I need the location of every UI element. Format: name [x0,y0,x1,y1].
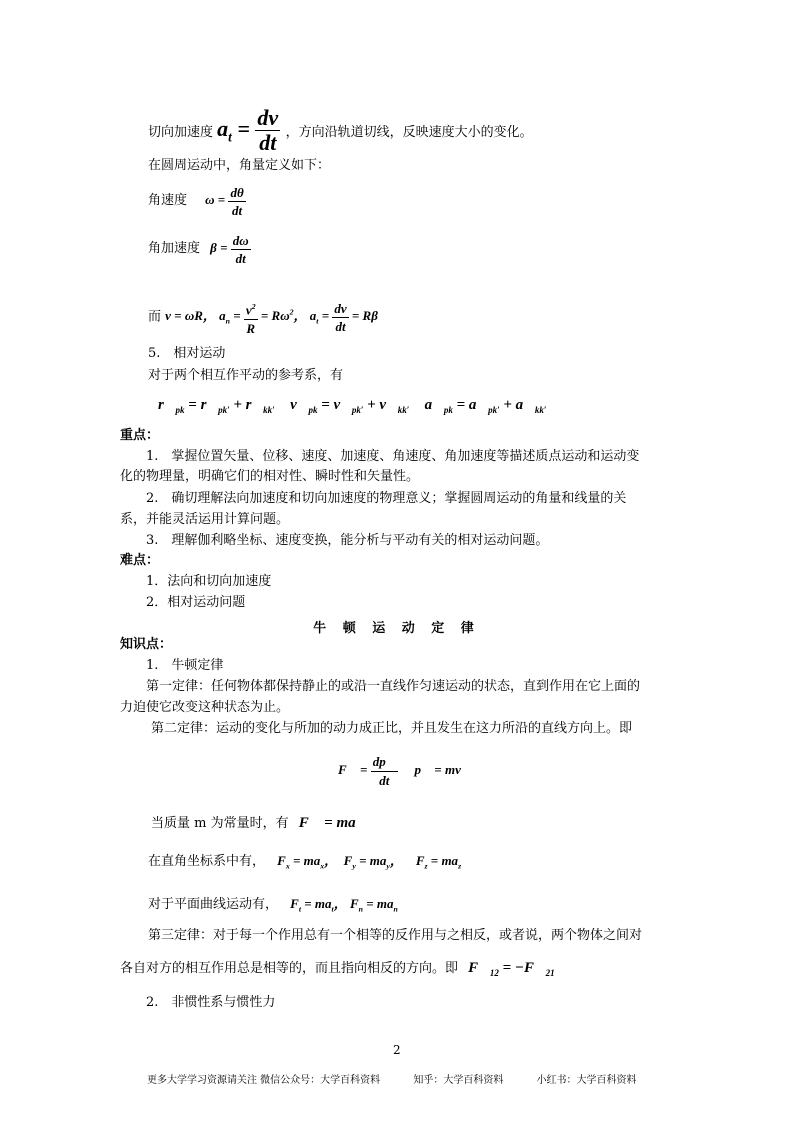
and-prefix: 而 [148,309,162,325]
angular-velocity-line [148,180,246,220]
law1-line2: 力迫使它改变这种状态为止。 [120,700,290,715]
difficulty-2: 2．相对运动问题 [146,595,246,610]
mass-const-line [151,814,367,833]
angular-velocity-label: 角速度 [148,193,188,208]
sec5-heading: 5. 相对运动 [148,346,226,361]
circular-intro: 在圆周运动中，角量定义如下： [148,158,331,173]
relative-motion-formula: $r⃗_{pk}$ = $r⃗_{pk'}$ + $r⃗_{kk'}$， $v⃗_{pk}$ = $v⃗_{pk'}$ + $v⃗_{kk'}$， $a⃗_{pk}$ = $a⃗_{pk'}$ + $a⃗_{kk'}$ [158,397,547,415]
law2-formula: F⃗ = $\frac{dp⃗}{dt}$ ， p⃗ = mv⃗ [338,753,471,788]
cartesian-line [148,852,461,876]
law2-text: 第二定律：运动的变化与所加的动力成正比，并且发生在这力所沿的直线方向上。即 [151,721,633,736]
section-title: 牛 顿 运 动 定 律 [313,621,480,636]
difficulties-heading: 难点： [120,553,160,568]
f-equals-ma-formula: F⃗ = ma⃗ [298,815,368,831]
key-point-1-line2: 化的物理量，明确它们的相对性、瞬时性和矢量性。 [120,469,420,484]
plane-curve-formula: $F_t = ma_t$， $F_n = ma_n$ [290,896,398,914]
law3-line1: 第三定律：对于每一个作用总有一个相等的反作用与之相反，或者说，两个物体之间对 [148,928,643,943]
cartesian-text: 在直角坐标系中有， [148,854,266,869]
angular-accel-label: 角加速度 [148,241,201,256]
angular-accel-line [148,228,251,268]
law3-line2-wrap [120,958,555,983]
cartesian-formula: $F_x = ma_x$， $F_y = ma_y$， $F_z = ma_z$ [277,853,462,871]
footer-zhihu: 知乎：大学百科资料 [413,1075,504,1086]
relative-intro: 对于两个相互作平动的参考系，有 [148,368,344,383]
tangent-formula: $a_t$ = $\frac{dv}{dt}$ [217,105,279,156]
angular-accel-formula: β = $\frac{d\omega}{dt}$ [210,232,249,266]
relations-formula: v = ωR， $a_n$ = $\frac{v^2}{R}$ = $R\omega^2$， $a_t$ = $\frac{dv}{dt}$ = Rβ [165,308,378,323]
footer-wechat: 更多大学学习资源请关注 微信公众号：大学百科资料 [147,1075,381,1086]
non-inertial-heading: 2. 非惯性系与惯性力 [146,995,276,1010]
newton-laws-heading: 1. 牛顿定律 [146,658,224,673]
plane-curve-line [148,895,398,919]
relations-line [148,292,378,334]
law3-formula: $F⃗_{12}$ = $-F⃗_{21}$ [468,960,555,978]
tangent-accel-line [148,104,533,154]
footer-xiaohongshu: 小红书：大学百科资料 [536,1075,637,1086]
key-point-2-line1: 2. 确切理解法向加速度和切向加速度的物理意义；掌握圆周运动的角量和线量的关 [146,491,627,506]
tangent-suffix: ，方向沿轨道切线，反映速度大小的变化。 [285,125,533,140]
key-point-2-line2: 系，并能灵活运用计算问题。 [120,512,290,527]
footer [147,1075,637,1087]
plane-curve-text: 对于平面曲线运动有， [148,897,279,912]
law3-line2: 各自对方的相互作用总是相等的，而且指向相反的方向。即 [120,961,459,976]
angular-velocity-formula: ω = $\frac{d\theta}{dt}$ [205,184,244,218]
key-points-heading: 重点： [120,428,160,443]
key-point-1-line1: 1. 掌握位置矢量、位移、速度、加速度、角速度、角加速度等描述质点运动和运动变 [146,449,640,464]
law1-line1: 第一定律：任何物体都保持静止的或沿一直线作匀速运动的状态，直到作用在它上面的 [146,679,641,694]
difficulty-1: 1．法向和切向加速度 [146,574,272,589]
tangent-prefix: 切向加速度 [148,125,214,140]
key-point-3: 3. 理解伽利略坐标、速度变换，能分析与平动有关的相对运动问题。 [146,533,549,548]
mass-const-text: 当质量 m 为常量时，有 [151,816,289,831]
page-number: 2 [393,1043,401,1057]
knowledge-heading: 知识点： [120,637,173,652]
